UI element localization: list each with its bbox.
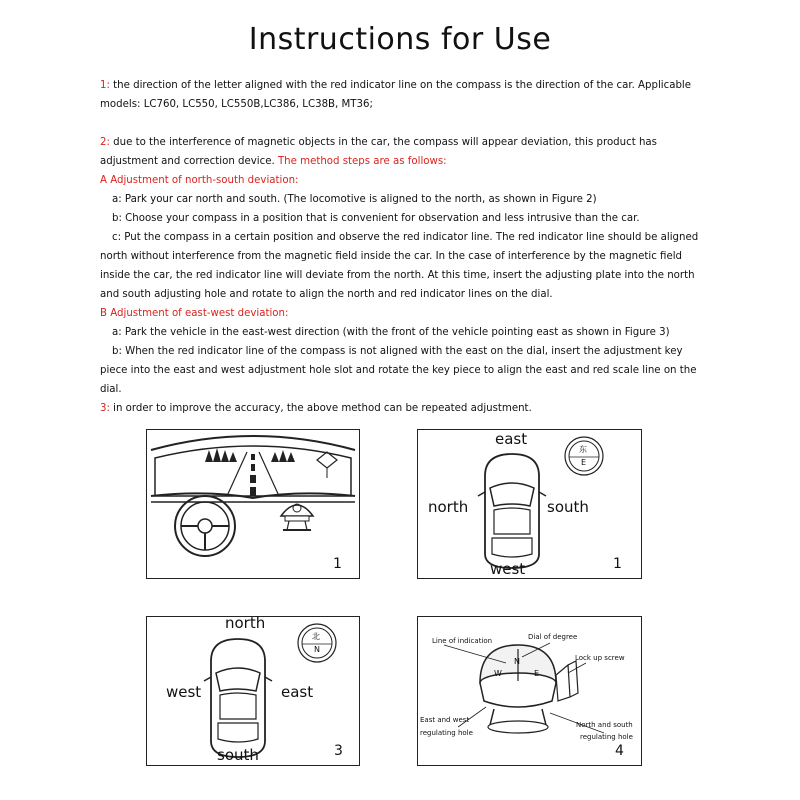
direction-label-east: east <box>495 430 528 448</box>
label-east-west-hole-line1: East and west <box>420 716 470 724</box>
label-north-south-hole-line2: regulating hole <box>580 733 633 741</box>
paragraph-text: the direction of the letter aligned with the red indicator line on the compass is the direction of the car. Applicable models: LC760, LC550, LC550B,LC386, LC38B, MT36; <box>100 80 692 110</box>
section-a-step-b: b: Choose your compass in a position that is convenient for observation and less intrusive than the car. <box>112 213 640 224</box>
section-a-heading: A Adjustment of north-south deviation: <box>100 175 299 186</box>
paragraph-text: due to the interference of magnetic objects in the car, the compass will appear deviation, this product has adjustment and correction device. <box>100 137 657 167</box>
step-number: 3: <box>100 403 110 414</box>
figure-number: 3 <box>334 743 343 759</box>
instructions-body <box>100 76 712 418</box>
paragraph-1 <box>100 76 712 114</box>
road-view-illustration <box>147 430 359 578</box>
section-b-step-a: a: Park the vehicle in the east-west direction (with the front of the vehicle pointing east as shown in Figure 3) <box>112 327 670 338</box>
dial-letter-north: N <box>514 657 520 666</box>
compass-badge-character: 北 <box>312 632 320 641</box>
section-b-step-b: b: When the red indicator line of the compass is not aligned with the east on the dial, insert the adjustment key piece into the east and west adjustment hole slot and rotate the key piece to align the east and red scale line on the dial. <box>100 346 697 395</box>
section-a-step-c: c: Put the compass in a certain position and observe the red indicator line. The red indicator line should be aligned north without interference from the magnetic field inside the car. In the case of interference by the magnetic field inside the car, the red indicator line will deviate from the north. At this time, insert the adjusting plate into the north and south adjusting hole and rotate to align the north and red indicator lines on the dial. <box>100 232 699 300</box>
dial-letter-east: E <box>534 669 540 678</box>
compass-badge-character: 东 <box>579 445 587 454</box>
figure-1-road-view <box>146 429 360 579</box>
dial-letter-west: W <box>494 669 502 678</box>
figure-3-car-north <box>146 616 360 766</box>
step-number: 2: <box>100 137 110 148</box>
figure-4-compass-diagram <box>417 616 642 766</box>
paragraph-2 <box>100 133 712 171</box>
figure-number: 1 <box>613 556 622 572</box>
direction-label-west: west <box>166 683 202 701</box>
direction-label-west: west <box>490 560 526 578</box>
label-lock-up-screw: Lock up screw <box>575 654 625 662</box>
compass-badge-letter: E <box>581 458 587 467</box>
method-steps-heading: The method steps are as follows: <box>277 156 447 167</box>
direction-label-north: north <box>225 614 266 632</box>
direction-label-east: east <box>281 683 314 701</box>
label-north-south-hole-line1: North and south <box>576 721 633 729</box>
direction-label-south: south <box>547 498 589 516</box>
section-b-heading: B Adjustment of east-west deviation: <box>100 308 289 319</box>
page-title: Instructions for Use <box>248 22 552 57</box>
figure-2-car-east <box>417 429 642 579</box>
paragraph-3 <box>100 399 712 418</box>
figure-number: 4 <box>615 743 624 759</box>
label-east-west-hole-line2: regulating hole <box>420 729 473 737</box>
paragraph-text: in order to improve the accuracy, the above method can be repeated adjustment. <box>109 403 532 414</box>
compass-badge-letter: N <box>314 645 320 654</box>
label-line-of-indication: Line of indication <box>432 637 493 645</box>
direction-label-south: south <box>217 746 259 764</box>
step-number: 1: <box>100 80 110 91</box>
section-a-step-a: a: Park your car north and south. (The locomotive is aligned to the north, as shown in Figure 2) <box>112 194 597 205</box>
figure-number: 1 <box>333 556 342 572</box>
direction-label-north: north <box>428 498 469 516</box>
label-dial-of-degree: Dial of degree <box>528 633 578 641</box>
